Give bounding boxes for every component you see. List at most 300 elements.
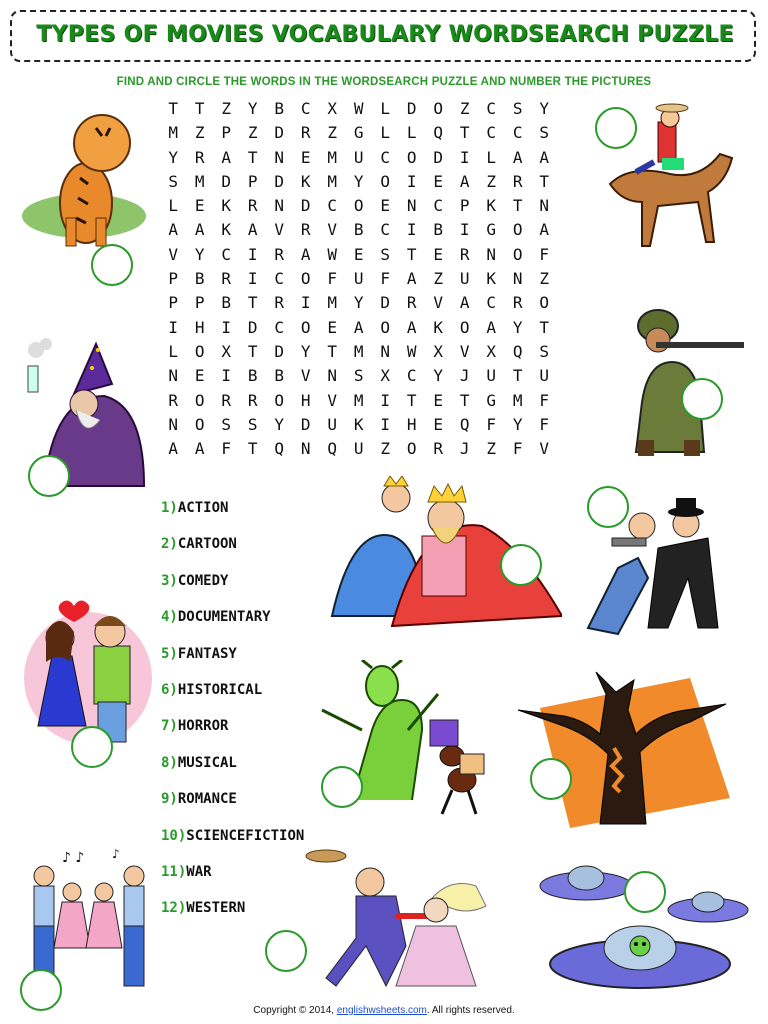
grid-letter[interactable]: F [380, 269, 391, 289]
grid-letter[interactable]: P [168, 293, 179, 313]
grid-letter[interactable]: O [353, 196, 364, 216]
grid-letter[interactable]: X [221, 341, 232, 361]
svg-text:♪: ♪ [112, 848, 120, 861]
grid-letter[interactable]: C [300, 99, 311, 118]
grid-letter[interactable]: K [433, 317, 444, 337]
grid-letter[interactable]: M [194, 171, 205, 191]
grid-letter[interactable]: A [459, 171, 470, 191]
word-list-item [161, 896, 304, 932]
grid-letter[interactable]: S [380, 244, 391, 264]
grid-letter[interactable]: J [459, 366, 470, 386]
grid-letter[interactable]: Y [300, 341, 311, 361]
grid-letter[interactable]: D [221, 171, 232, 191]
grid-letter[interactable]: A [406, 317, 417, 337]
word-list-item [161, 605, 304, 641]
grid-letter[interactable]: P [247, 171, 258, 191]
grid-letter[interactable]: O [380, 317, 391, 337]
grid-letter[interactable]: R [433, 439, 444, 459]
word-number: 5) [161, 645, 178, 662]
grid-letter[interactable]: V [168, 244, 179, 264]
grid-letter[interactable]: Q [459, 414, 470, 434]
grid-row [160, 97, 558, 121]
grid-letter[interactable]: U [353, 269, 364, 289]
grid-letter[interactable]: C [221, 244, 232, 264]
grid-letter[interactable]: N [539, 196, 550, 216]
grid-letter[interactable]: E [433, 414, 444, 434]
pie-fight-picture [286, 846, 500, 996]
grid-letter[interactable]: I [459, 147, 470, 167]
grid-letter[interactable]: C [274, 317, 285, 337]
grid-letter[interactable]: Z [433, 269, 444, 289]
grid-letter[interactable]: Z [380, 439, 391, 459]
grid-letter[interactable]: P [459, 196, 470, 216]
grid-letter[interactable]: N [168, 366, 179, 386]
grid-letter[interactable]: M [353, 341, 364, 361]
grid-letter[interactable]: T [406, 390, 417, 410]
grid-letter[interactable]: N [327, 366, 338, 386]
answer-circle-tree[interactable] [530, 758, 572, 800]
grid-letter[interactable]: Z [247, 123, 258, 143]
ufo-aliens-picture [530, 846, 752, 1000]
word-text: MUSICAL [177, 754, 237, 771]
grid-letter[interactable]: V [459, 341, 470, 361]
grid-letter[interactable]: F [221, 439, 232, 459]
grid-letter[interactable]: U [353, 147, 364, 167]
grid-letter[interactable]: Z [486, 439, 497, 459]
grid-letter[interactable]: Z [539, 269, 550, 289]
grid-letter[interactable]: R [168, 390, 179, 410]
grid-letter[interactable]: L [168, 196, 179, 216]
grid-letter[interactable]: T [406, 244, 417, 264]
grid-row [160, 243, 558, 267]
answer-circle-couple[interactable] [71, 726, 113, 768]
grid-letter[interactable]: M [353, 390, 364, 410]
grid-letter[interactable]: K [353, 414, 364, 434]
grid-letter[interactable]: P [221, 123, 232, 143]
grid-letter[interactable]: Y [512, 414, 523, 434]
grid-row [160, 146, 558, 170]
grid-letter[interactable]: T [247, 293, 258, 313]
grid-letter[interactable]: U [327, 414, 338, 434]
grid-letter[interactable]: I [221, 317, 232, 337]
grid-letter[interactable]: S [512, 99, 523, 118]
grid-letter[interactable]: O [194, 341, 205, 361]
grid-letter[interactable]: C [327, 196, 338, 216]
grid-letter[interactable]: H [300, 390, 311, 410]
grid-letter[interactable]: J [459, 439, 470, 459]
title-frame [10, 10, 756, 62]
grid-letter[interactable]: E [300, 147, 311, 167]
grid-letter[interactable]: E [433, 244, 444, 264]
grid-letter[interactable]: R [274, 244, 285, 264]
grid-letter[interactable]: B [194, 269, 205, 289]
grid-letter[interactable]: Y [512, 317, 523, 337]
grid-letter[interactable]: R [512, 171, 523, 191]
grid-letter[interactable]: N [274, 196, 285, 216]
couple-picture [22, 596, 156, 746]
grid-letter[interactable]: E [433, 390, 444, 410]
grid-letter[interactable]: K [221, 220, 232, 240]
grid-letter[interactable]: D [274, 341, 285, 361]
word-text: SCIENCEFICTION [186, 827, 305, 844]
copyright-footer [0, 1005, 768, 1016]
answer-circle-grasshopper[interactable] [321, 766, 363, 808]
site-link[interactable]: englishwsheets.com [336, 1005, 427, 1016]
grid-letter[interactable]: L [168, 341, 179, 361]
grid-letter[interactable]: I [300, 293, 311, 313]
grid-letter[interactable]: I [221, 366, 232, 386]
grid-letter[interactable]: D [300, 414, 311, 434]
grid-letter[interactable]: W [406, 341, 417, 361]
grid-letter[interactable]: V [327, 390, 338, 410]
grid-letter[interactable]: M [512, 390, 523, 410]
grid-letter[interactable]: R [512, 293, 523, 313]
grid-letter[interactable]: C [512, 123, 523, 143]
grid-letter[interactable]: Q [274, 439, 285, 459]
grid-letter[interactable]: N [168, 414, 179, 434]
instructions: FIND AND CIRCLE THE WORDS IN THE WORDSEARCH PUZZLE AND NUMBER THE PICTURES [116, 76, 652, 88]
grid-letter[interactable]: E [433, 171, 444, 191]
grid-letter[interactable]: I [168, 317, 179, 337]
grid-letter[interactable]: B [274, 99, 285, 118]
grid-letter[interactable]: E [380, 196, 391, 216]
grid-letter[interactable]: X [433, 341, 444, 361]
grid-letter[interactable]: Q [327, 439, 338, 459]
grid-letter[interactable]: W [353, 99, 364, 118]
grid-letter[interactable]: K [221, 196, 232, 216]
grid-letter[interactable]: V [539, 439, 550, 459]
grid-letter[interactable]: A [459, 293, 470, 313]
grid-letter[interactable]: A [194, 439, 205, 459]
grid-letter[interactable]: D [406, 99, 417, 118]
grid-row [160, 121, 558, 145]
grid-letter[interactable]: I [459, 220, 470, 240]
grid-letter[interactable]: O [300, 269, 311, 289]
word-number: 11) [161, 863, 187, 880]
grid-letter[interactable]: A [168, 439, 179, 459]
grid-letter[interactable]: A [486, 317, 497, 337]
word-number: 10) [161, 827, 187, 844]
grid-letter[interactable]: C [380, 220, 391, 240]
grid-letter[interactable]: A [247, 220, 258, 240]
word-list-item [161, 569, 304, 605]
grid-row [160, 364, 558, 388]
word-number: 9) [161, 791, 178, 808]
grid-letter[interactable]: T [459, 390, 470, 410]
grid-letter[interactable]: O [274, 390, 285, 410]
word-number: 2) [161, 536, 178, 553]
grid-letter[interactable]: R [194, 147, 205, 167]
grid-letter[interactable]: Z [459, 99, 470, 118]
grid-letter[interactable]: F [327, 269, 338, 289]
grid-letter[interactable]: K [300, 171, 311, 191]
grid-letter[interactable]: A [512, 147, 523, 167]
grid-letter[interactable]: T [327, 341, 338, 361]
grid-letter[interactable]: D [300, 196, 311, 216]
grid-letter[interactable]: C [274, 269, 285, 289]
grid-letter[interactable]: D [247, 317, 258, 337]
grid-letter[interactable]: S [221, 414, 232, 434]
answer-circle-wizard[interactable] [28, 455, 70, 497]
grid-letter[interactable]: O [459, 317, 470, 337]
grid-row [160, 267, 558, 291]
grid-letter[interactable]: N [380, 341, 391, 361]
word-list-item [161, 824, 304, 860]
grid-row [160, 316, 558, 340]
grid-letter[interactable]: Y [274, 414, 285, 434]
grid-letter[interactable]: T [247, 147, 258, 167]
grid-letter[interactable]: M [327, 147, 338, 167]
grid-letter[interactable]: O [406, 147, 417, 167]
grid-letter[interactable]: A [406, 269, 417, 289]
grid-letter[interactable]: A [539, 220, 550, 240]
word-number: 7) [161, 718, 178, 735]
grid-letter[interactable]: C [406, 366, 417, 386]
grid-letter[interactable]: I [247, 244, 258, 264]
grid-letter[interactable]: Q [512, 341, 523, 361]
grid-letter[interactable]: R [221, 269, 232, 289]
grid-letter[interactable]: A [194, 220, 205, 240]
grid-letter[interactable]: Y [353, 171, 364, 191]
grid-letter[interactable]: R [274, 293, 285, 313]
grid-letter[interactable]: R [406, 293, 417, 313]
grid-letter[interactable]: M [168, 123, 179, 143]
grid-letter[interactable]: N [300, 439, 311, 459]
grid-letter[interactable]: F [539, 414, 550, 434]
word-list-item [161, 642, 304, 678]
grid-letter[interactable]: Z [221, 99, 232, 118]
grid-letter[interactable]: T [168, 99, 179, 118]
grid-letter[interactable]: U [353, 439, 364, 459]
grid-letter[interactable]: T [512, 196, 523, 216]
grid-letter[interactable]: P [168, 269, 179, 289]
grid-letter[interactable]: L [486, 147, 497, 167]
grid-letter[interactable]: H [406, 414, 417, 434]
word-text: WESTERN [186, 900, 246, 917]
grid-row [160, 194, 558, 218]
grid-letter[interactable]: C [433, 196, 444, 216]
grid-letter[interactable]: K [486, 196, 497, 216]
grid-letter[interactable]: R [459, 244, 470, 264]
grid-letter[interactable]: Y [168, 147, 179, 167]
grid-letter[interactable]: M [327, 293, 338, 313]
grid-letter[interactable]: I [380, 414, 391, 434]
grid-letter[interactable]: Y [353, 293, 364, 313]
grid-letter[interactable]: O [512, 244, 523, 264]
grid-letter[interactable]: D [380, 293, 391, 313]
answer-circle-king-queen[interactable] [500, 544, 542, 586]
grid-letter[interactable]: E [327, 317, 338, 337]
word-list-item [161, 751, 304, 787]
word-list-item [161, 678, 304, 714]
word-text: FANTASY [177, 645, 237, 662]
grid-letter[interactable]: T [539, 171, 550, 191]
copyright-suffix: . All rights reserved. [426, 1005, 515, 1016]
wordsearch-grid[interactable] [160, 97, 558, 461]
grid-letter[interactable]: X [327, 99, 338, 118]
grid-letter[interactable]: C [486, 99, 497, 118]
grid-letter[interactable]: F [486, 414, 497, 434]
answer-circle-cowboy[interactable] [595, 107, 637, 149]
grid-letter[interactable]: O [194, 390, 205, 410]
grid-letter[interactable]: B [247, 366, 258, 386]
grid-row [160, 340, 558, 364]
word-list-item [161, 496, 304, 532]
grid-row [160, 170, 558, 194]
grid-letter[interactable]: Y [194, 244, 205, 264]
grid-letter[interactable]: N [274, 147, 285, 167]
grid-row [160, 389, 558, 413]
word-number: 1) [161, 500, 178, 516]
word-list-item [161, 714, 304, 750]
grid-letter[interactable]: O [406, 439, 417, 459]
haunted-tree-picture [510, 668, 732, 828]
answer-circle-soldier[interactable] [681, 378, 723, 420]
grid-letter[interactable]: N [486, 244, 497, 264]
grid-letter[interactable]: I [406, 220, 417, 240]
word-text: DOCUMENTARY [177, 609, 271, 626]
grid-letter[interactable]: L [406, 123, 417, 143]
word-text: WAR [186, 863, 212, 880]
grid-letter[interactable]: B [274, 366, 285, 386]
grid-letter[interactable]: K [486, 269, 497, 289]
grid-letter[interactable]: T [194, 99, 205, 118]
grid-letter[interactable]: R [247, 196, 258, 216]
grid-letter[interactable]: P [194, 293, 205, 313]
word-list-item [161, 860, 304, 896]
grid-letter[interactable]: Z [194, 123, 205, 143]
grid-letter[interactable]: V [300, 366, 311, 386]
grid-letter[interactable]: V [433, 293, 444, 313]
grid-letter[interactable]: O [539, 293, 550, 313]
grid-letter[interactable]: Y [539, 99, 550, 118]
word-text: HORROR [177, 718, 229, 735]
grid-letter[interactable]: O [380, 171, 391, 191]
grid-letter[interactable]: Q [433, 123, 444, 143]
soldier-picture [596, 302, 746, 462]
grid-letter[interactable]: D [433, 147, 444, 167]
grid-letter[interactable]: U [486, 366, 497, 386]
grid-letter[interactable]: B [433, 220, 444, 240]
grid-letter[interactable]: A [300, 244, 311, 264]
grid-letter[interactable]: E [353, 244, 364, 264]
grid-letter[interactable]: R [300, 220, 311, 240]
grid-row [160, 291, 558, 315]
grid-letter[interactable]: O [433, 99, 444, 118]
grid-letter[interactable]: T [247, 341, 258, 361]
grid-letter[interactable]: S [168, 171, 179, 191]
grid-letter[interactable]: C [486, 123, 497, 143]
copyright-prefix: Copyright © 2014, [253, 1005, 335, 1016]
grid-letter[interactable]: A [168, 220, 179, 240]
grid-letter[interactable]: V [327, 220, 338, 240]
grid-letter[interactable]: T [247, 439, 258, 459]
answer-circle-pie-fight[interactable] [265, 930, 307, 972]
grid-letter[interactable]: W [327, 244, 338, 264]
grid-letter[interactable]: B [353, 220, 364, 240]
grid-letter[interactable]: V [274, 220, 285, 240]
grid-letter[interactable]: N [512, 269, 523, 289]
grid-letter[interactable]: G [353, 123, 364, 143]
grid-letter[interactable]: L [380, 99, 391, 118]
word-text: COMEDY [177, 572, 229, 589]
grid-letter[interactable]: A [539, 147, 550, 167]
grid-row [160, 218, 558, 242]
grid-letter[interactable]: S [539, 341, 550, 361]
grid-letter[interactable]: I [247, 269, 258, 289]
grid-letter[interactable]: R [300, 123, 311, 143]
grid-letter[interactable]: Z [486, 171, 497, 191]
grid-letter[interactable]: F [539, 244, 550, 264]
grid-letter[interactable]: L [380, 123, 391, 143]
word-number: 12) [161, 900, 187, 917]
grid-letter[interactable]: A [353, 317, 364, 337]
grid-letter[interactable]: D [274, 171, 285, 191]
grid-letter[interactable]: I [406, 171, 417, 191]
grid-letter[interactable]: S [247, 414, 258, 434]
grid-letter[interactable]: E [194, 196, 205, 216]
grid-letter[interactable]: T [459, 123, 470, 143]
grid-letter[interactable]: B [221, 293, 232, 313]
grid-letter[interactable]: O [512, 220, 523, 240]
answer-circle-tiger[interactable] [91, 244, 133, 286]
grid-letter[interactable]: H [194, 317, 205, 337]
grid-letter[interactable]: T [539, 317, 550, 337]
grid-letter[interactable]: E [194, 366, 205, 386]
tiger-picture [14, 98, 154, 258]
grid-letter[interactable]: I [380, 390, 391, 410]
grid-letter[interactable]: Y [247, 99, 258, 118]
grid-letter[interactable]: Z [327, 123, 338, 143]
grid-letter[interactable]: G [486, 220, 497, 240]
grid-letter[interactable]: O [300, 317, 311, 337]
svg-text:♪ ♪: ♪ ♪ [62, 850, 85, 866]
grid-letter[interactable]: U [539, 366, 550, 386]
grid-letter[interactable]: X [486, 341, 497, 361]
word-number: 8) [161, 754, 178, 771]
word-text: CARTOON [177, 536, 237, 553]
word-number: 6) [161, 681, 178, 698]
word-number: 4) [161, 609, 178, 626]
grid-letter[interactable]: N [406, 196, 417, 216]
grid-row [160, 413, 558, 437]
grid-letter[interactable]: G [486, 390, 497, 410]
grid-letter[interactable]: R [221, 390, 232, 410]
word-text: ROMANCE [177, 791, 237, 808]
grid-letter[interactable]: F [539, 390, 550, 410]
grid-letter[interactable]: S [539, 123, 550, 143]
grid-letter[interactable]: S [353, 366, 364, 386]
grid-letter[interactable]: A [221, 147, 232, 167]
answer-circle-ufo[interactable] [624, 871, 666, 913]
grid-letter[interactable]: R [247, 390, 258, 410]
word-list-item [161, 787, 304, 823]
grid-letter[interactable]: X [380, 366, 391, 386]
grid-letter[interactable]: C [380, 147, 391, 167]
word-list-item [161, 532, 304, 568]
grid-letter[interactable]: O [194, 414, 205, 434]
answer-circle-gangster[interactable] [587, 486, 629, 528]
grid-letter[interactable]: C [486, 293, 497, 313]
grid-letter[interactable]: T [512, 366, 523, 386]
grid-letter[interactable]: Y [433, 366, 444, 386]
grid-letter[interactable]: M [327, 171, 338, 191]
grid-letter[interactable]: D [274, 123, 285, 143]
word-number: 3) [161, 572, 178, 589]
grid-letter[interactable]: U [459, 269, 470, 289]
word-list [161, 496, 304, 933]
grid-letter[interactable]: F [512, 439, 523, 459]
